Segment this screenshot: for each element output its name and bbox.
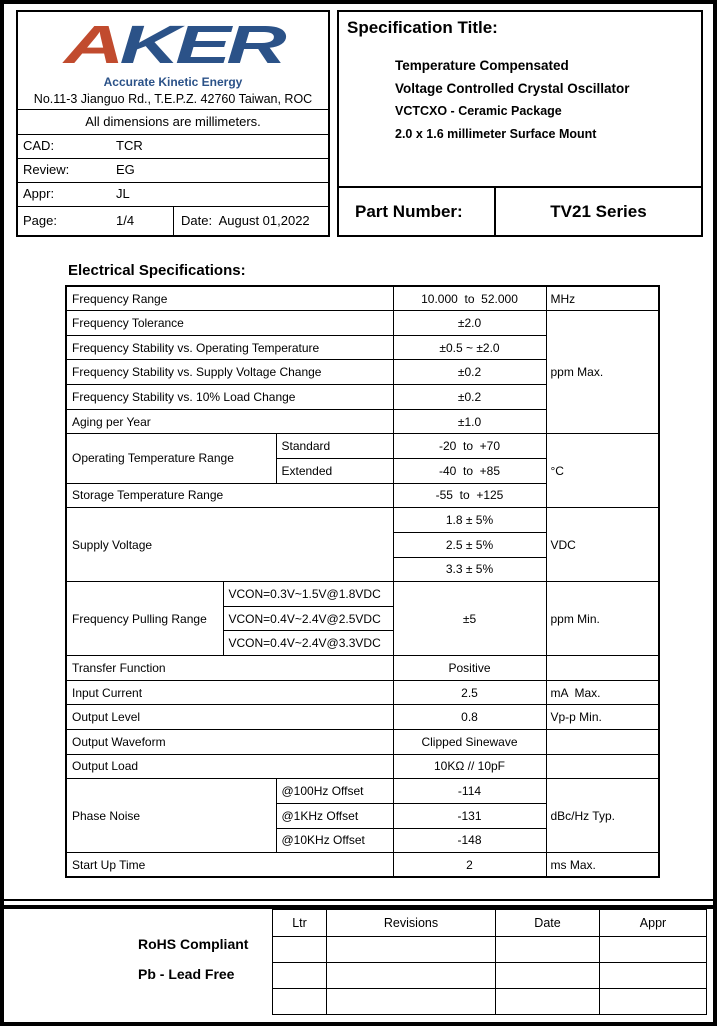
param-value: ±0.5 ~ ±2.0 [393,335,546,360]
spec-title-line: VCTCXO - Ceramic Package [395,104,562,118]
revision-row [273,963,707,989]
date-cell: Date: August 01,2022 [173,207,328,235]
rohs-compliant-label: RoHS Compliant [138,936,249,952]
spec-row-output-load [66,754,659,779]
param-label: Frequency Stability vs. 10% Load Change [66,385,393,410]
cad-label: CAD: [23,138,55,153]
page-value: 1/4 [116,213,135,228]
revision-row [273,937,707,963]
sub-param-label: @100Hz Offset [276,779,393,804]
spec-row-input-current [66,680,659,705]
revision-cell [496,989,600,1015]
param-value: -148 [393,828,546,853]
revision-cell [600,937,707,963]
sub-param-label: VCON=0.4V~2.4V@2.5VDC [223,606,393,631]
revision-cell [327,989,496,1015]
sub-param-label: VCON=0.4V~2.4V@3.3VDC [223,631,393,656]
spec-row-output-waveform [66,730,659,755]
aker-logo [57,15,289,73]
revision-cell [327,937,496,963]
param-value: Positive [393,656,546,681]
sub-param-label: @10KHz Offset [276,828,393,853]
revision-cell [327,963,496,989]
lead-free-label: Pb - Lead Free [138,966,235,982]
spec-row-optemp-standard [66,434,659,459]
part-number-row [339,186,701,235]
param-value: -20 to +70 [393,434,546,459]
spec-title-lines [395,54,701,146]
param-label: Frequency Pulling Range [66,582,223,656]
param-value: 10.000 to 52.000 [393,286,546,311]
param-label: Phase Noise [66,779,276,853]
spec-title-line: Voltage Controlled Crystal Oscillator [395,81,630,96]
logo-letter-a: A [64,15,100,73]
title-block [16,10,330,237]
spec-row-frequency-tolerance [66,311,659,336]
spec-row-output-level [66,705,659,730]
revision-cell [273,963,327,989]
param-label: Frequency Range [66,286,393,311]
param-label: Output Waveform [66,730,393,755]
param-unit: VDC [546,508,659,582]
revision-cell [273,989,327,1015]
param-unit [546,754,659,779]
appr-row [18,182,328,206]
revisions-header-revisions: Revisions [327,910,496,937]
param-value: Clipped Sinewave [393,730,546,755]
param-value: 10KΩ // 10pF [393,754,546,779]
svg-text:AKER [61,15,287,73]
part-number-value: TV21 Series [494,188,701,235]
param-label: Transfer Function [66,656,393,681]
param-unit: °C [546,434,659,508]
param-label: Frequency Tolerance [66,311,393,336]
revision-row [273,989,707,1015]
param-value: 2.5 ± 5% [393,532,546,557]
sub-param-label: @1KHz Offset [276,803,393,828]
cad-value: TCR [116,138,143,153]
param-value: 2.5 [393,680,546,705]
revision-cell [600,989,707,1015]
revisions-header-ltr: Ltr [273,910,327,937]
sub-param-label: Extended [276,458,393,483]
footer-rule-thin [4,899,713,901]
param-unit: ppm Min. [546,582,659,656]
param-label: Output Load [66,754,393,779]
spec-row-phase-100hz [66,779,659,804]
appr-label: Appr: [23,186,55,201]
param-unit [546,656,659,681]
param-label: Output Level [66,705,393,730]
review-row [18,158,328,182]
part-number-label: Part Number: [355,201,463,221]
sub-param-label: Standard [276,434,393,459]
param-label: Supply Voltage [66,508,393,582]
param-unit: Vp-p Min. [546,705,659,730]
param-value: 3.3 ± 5% [393,557,546,582]
spec-row-supply-18 [66,508,659,533]
param-label: Operating Temperature Range [66,434,276,483]
param-label: Frequency Stability vs. Supply Voltage Change [66,360,393,385]
param-label: Start Up Time [66,853,393,878]
spec-title-line: Temperature Compensated [395,58,569,73]
page-row [18,206,328,235]
param-value: ±0.2 [393,385,546,410]
param-label: Storage Temperature Range [66,483,393,508]
spec-row-transfer-function [66,656,659,681]
revisions-header-appr: Appr [600,910,707,937]
revision-cell [600,963,707,989]
param-unit [546,730,659,755]
page-label: Page: [23,213,57,228]
param-value: ±5 [393,582,546,656]
revision-cell [496,937,600,963]
logo-tagline: Accurate Kinetic Energy [103,75,243,89]
revisions-header-date: Date [496,910,600,937]
spec-title-label: Specification Title: [347,18,498,37]
param-value: -40 to +85 [393,458,546,483]
spec-title-block [337,10,703,237]
param-unit: MHz [546,286,659,311]
electrical-specifications-heading: Electrical Specifications: [68,262,246,279]
company-address: No.11-3 Jianguo Rd., T.E.P.Z. 42760 Taiwan, ROC [33,92,313,106]
param-value: ±2.0 [393,311,546,336]
review-value: EG [116,162,135,177]
param-value: 1.8 ± 5% [393,508,546,533]
spec-row-frequency-range [66,286,659,311]
logo-area [18,12,328,109]
param-value: 2 [393,853,546,878]
revision-cell [496,963,600,989]
cad-row [18,134,328,158]
revision-cell [273,937,327,963]
param-unit: ms Max. [546,853,659,878]
spec-row-startup-time [66,853,659,878]
param-value: -55 to +125 [393,483,546,508]
spec-title-line: 2.0 x 1.6 millimeter Surface Mount [395,127,597,141]
logo-letters-ker: KER [119,15,225,73]
param-value: ±1.0 [393,409,546,434]
revisions-header-row [273,910,707,937]
appr-value: JL [116,186,130,201]
param-value: -131 [393,803,546,828]
param-unit: dBc/Hz Typ. [546,779,659,853]
param-value: -114 [393,779,546,804]
dimensions-note: All dimensions are millimeters. [18,109,328,134]
param-unit: mA Max. [546,680,659,705]
param-unit: ppm Max. [546,311,659,434]
param-value: ±0.2 [393,360,546,385]
review-label: Review: [23,162,70,177]
param-value: 0.8 [393,705,546,730]
param-label: Aging per Year [66,409,393,434]
revisions-table [272,909,707,1015]
sub-param-label: VCON=0.3V~1.5V@1.8VDC [223,582,393,607]
param-label: Frequency Stability vs. Operating Temperature [66,335,393,360]
electrical-specifications-table [65,285,660,878]
spec-row-pulling-1 [66,582,659,607]
param-label: Input Current [66,680,393,705]
